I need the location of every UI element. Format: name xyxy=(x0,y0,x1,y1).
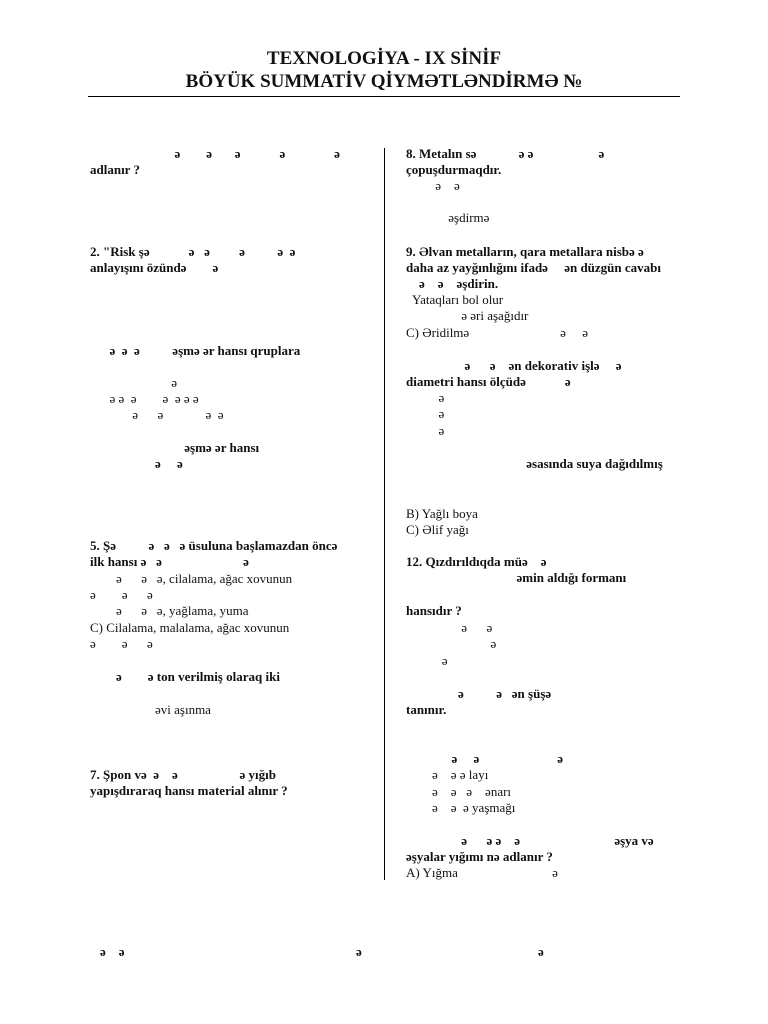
question-5-option-c: C) Cilalama, malalama, ağac xovunun xyxy=(90,620,290,635)
question-10-option-c: ə xyxy=(406,423,445,438)
question-14-line-1: ə ə ə xyxy=(406,751,564,766)
question-8-line-1: 8. Metalın sə ə ə ə xyxy=(406,146,605,161)
question-3-option-a: ə xyxy=(90,375,178,390)
question-14-option-b: ə ə ə ənarı xyxy=(406,784,512,799)
question-6-line-1: ə ə ton verilmiş olaraq iki xyxy=(90,669,280,684)
question-15-line-1: ə ə ə ə əşya və xyxy=(406,833,654,848)
question-8-option-a: ə ə xyxy=(406,178,460,193)
question-9-line-1: 9. Əlvan metalların, qara metallara nisbə ə xyxy=(406,244,644,259)
question-15-option-a: A) Yığma ə xyxy=(406,865,558,880)
question-9-line-3: ə ə əşdirin. xyxy=(406,276,499,291)
question-5-option-c-cont: ə ə ə xyxy=(90,636,153,651)
question-12-line-2: əmin aldığı formanı xyxy=(406,570,627,585)
question-5-option-a: ə ə ə, cilalama, ağac xovunun xyxy=(90,571,293,586)
document-title: TEXNOLOGİYA - IX SİNİF xyxy=(266,48,502,69)
question-8-option-c: əşdirmə xyxy=(406,210,490,225)
question-2-line-1: 2. "Risk şə ə ə ə ə ə xyxy=(90,244,296,259)
question-4-line-1: əşmə ər hansı xyxy=(90,440,260,455)
question-5-line-1: 5. Şə ə ə ə üsuluna başlamazdan öncə xyxy=(90,538,338,553)
question-14-option-c: ə ə ə yaşmağı xyxy=(406,800,516,815)
question-5-line-2: ilk hansı ə ə ə xyxy=(90,554,249,569)
question-14-option-a: ə ə ə layı xyxy=(406,767,489,782)
question-5-option-b: ə ə ə, yağlama, yuma xyxy=(90,603,249,618)
question-2-line-2: anlayışını özündə ə xyxy=(90,260,219,275)
footer-text-left: ə ə xyxy=(100,944,125,959)
question-7-line-2: yapışdıraraq hansı material alınır ? xyxy=(90,783,288,798)
question-5-option-a-cont: ə ə ə xyxy=(90,587,153,602)
question-4-line-2: ə ə xyxy=(90,456,183,471)
column-divider xyxy=(384,148,385,880)
question-12-line-3: hansıdır ? xyxy=(406,603,462,618)
question-10-line-1: ə ə ən dekorativ işlə ə xyxy=(406,358,622,373)
question-10-option-a: ə xyxy=(406,390,445,405)
question-11-option-c: C) Əlif yağı xyxy=(406,522,469,537)
question-1-line-1: ə ə ə ə ə xyxy=(90,146,340,161)
question-9-option-b: ə əri aşağıdır xyxy=(406,308,529,323)
question-10-line-2: diametri hansı ölçüdə ə xyxy=(406,374,571,389)
question-7-line-1: 7. Şpon və ə ə ə yığıb xyxy=(90,767,276,782)
question-9-line-2: daha az yayğınlığını ifadə ən düzgün cavabı xyxy=(406,260,661,275)
question-8-line-2: çopuşdurmaqdır. xyxy=(406,162,502,177)
question-11-option-b: B) Yağlı boya xyxy=(406,506,478,521)
header-rule xyxy=(88,96,680,97)
question-9-option-c: C) Əridilmə ə ə xyxy=(406,325,588,340)
question-3-line-1: ə ə ə əşmə ər hansı qruplara xyxy=(90,343,301,358)
question-12-option-b: ə xyxy=(406,636,497,651)
document-subtitle: BÖYÜK SUMMATİV QİYMƏTLƏNDİRMƏ № xyxy=(185,71,583,92)
question-12-line-1: 12. Qızdırıldıqda müə ə xyxy=(406,554,547,569)
footer-text-right: ə xyxy=(538,944,544,959)
question-15-line-2: əşyalar yığımı nə adlanır ? xyxy=(406,849,553,864)
question-3-option-b: ə ə ə ə ə ə ə xyxy=(90,391,199,406)
question-3-option-c: ə ə ə ə xyxy=(90,407,224,422)
question-9-option-a: Yataqları bol olur xyxy=(406,292,504,307)
question-1-line-2: adlanır ? xyxy=(90,162,140,177)
question-6-option: əvi aşınma xyxy=(90,702,211,717)
question-12-option-c: ə xyxy=(406,653,448,668)
question-11-line-1: əsasında suya dağıdılmış xyxy=(406,456,663,471)
footer-text-center: ə xyxy=(356,944,362,959)
question-10-option-b: ə xyxy=(406,406,445,421)
question-13-line-1: ə ə ən şüşə xyxy=(406,686,552,701)
question-12-option-a: ə ə xyxy=(406,620,493,635)
question-13-line-2: tanınır. xyxy=(406,702,447,717)
